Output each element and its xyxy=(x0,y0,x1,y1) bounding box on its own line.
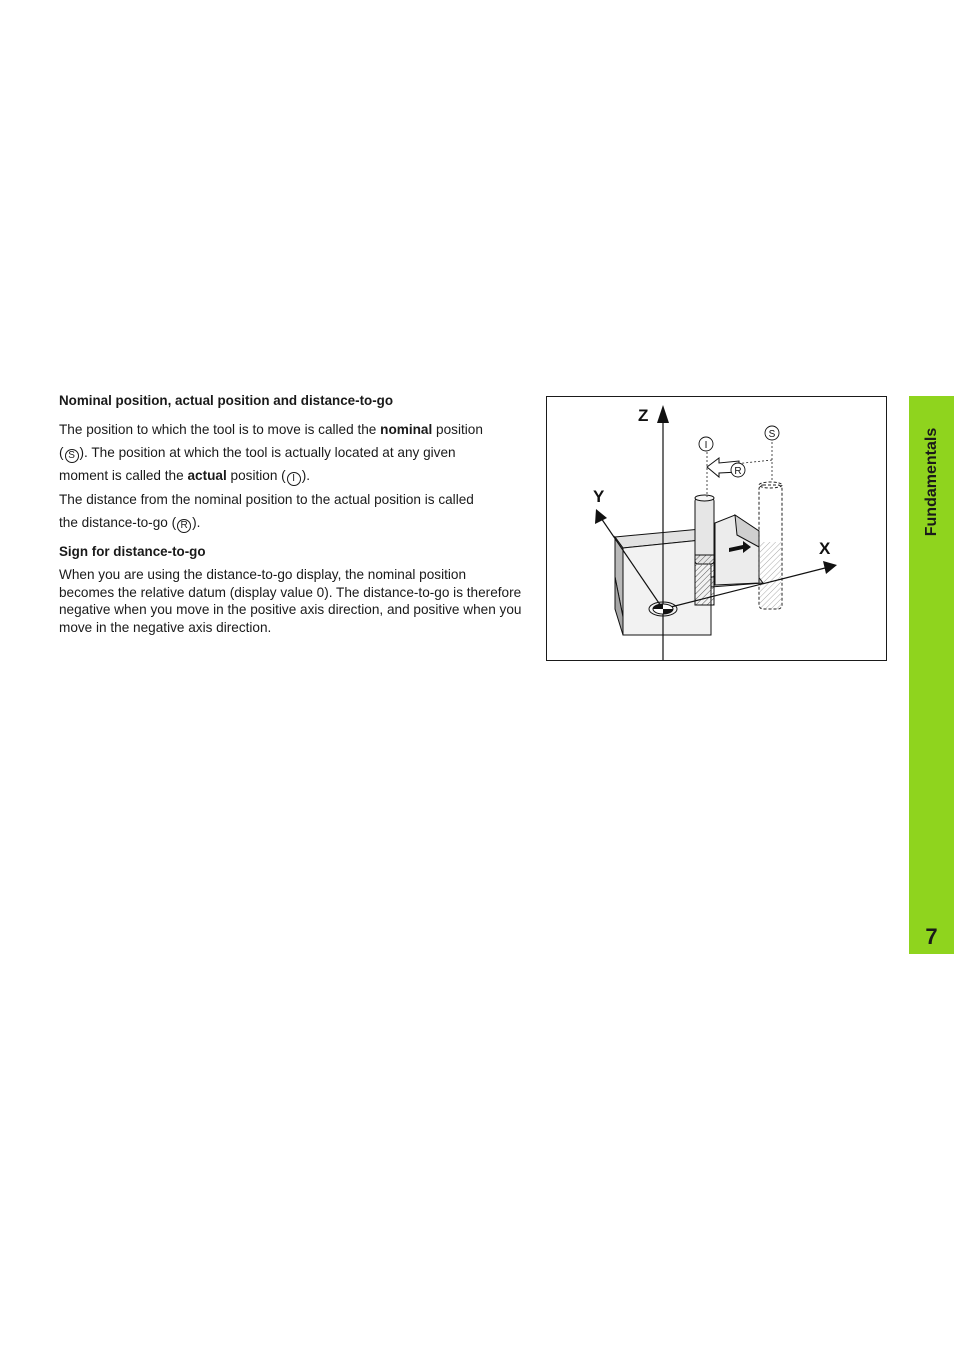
chapter-title: Fundamentals xyxy=(923,427,940,537)
bold-term-actual: actual xyxy=(187,468,227,483)
z-axis-label: Z xyxy=(638,406,649,425)
text-column xyxy=(59,390,524,636)
diagram-svg xyxy=(547,397,886,660)
text-run: ). xyxy=(301,468,310,483)
text-run: the distance-to-go ( xyxy=(59,515,177,530)
spacer xyxy=(59,534,524,541)
y-axis-arrowhead xyxy=(595,509,607,524)
symbol-i-circled: I xyxy=(287,472,301,486)
marker-s-label: S xyxy=(768,429,776,440)
marker-i-label: I xyxy=(704,440,708,451)
paragraph-sign: When you are using the distance-to-go display, the nominal position becomes the relative datum (display value 0). The distance-to-go is therefore negative when you move in the positive axis direction, and positive when you move in the negative axis direction. xyxy=(59,567,522,635)
text-run: The position to which the tool is to move is called the xyxy=(59,422,381,437)
text-run: ). xyxy=(192,515,201,530)
text-run: position ( xyxy=(226,468,286,483)
heading-nominal-position: Nominal position, actual position and distance-to-go xyxy=(59,393,394,408)
text-run: position xyxy=(432,422,483,437)
x-axis-arrowhead xyxy=(823,561,837,574)
symbol-s-circled: S xyxy=(65,449,79,463)
coordinate-diagram xyxy=(546,396,887,661)
nominal-tool-flutes xyxy=(760,542,781,609)
text-run: moment is called the xyxy=(59,468,188,483)
text-run: ). The position at which the tool is actually located at any given xyxy=(79,445,456,460)
actual-tool-flutes xyxy=(695,555,714,605)
page-number: 7 xyxy=(925,924,938,949)
paragraph-nominal-actual xyxy=(59,418,524,487)
text-run: The distance from the nominal position to the actual position is called xyxy=(59,492,474,507)
heading-sign-distance-to-go: Sign for distance-to-go xyxy=(59,544,206,559)
x-axis-label: X xyxy=(819,539,831,558)
text-run: ( xyxy=(59,445,64,460)
y-axis-label: Y xyxy=(593,487,605,506)
paragraph-distance-to-go xyxy=(59,488,524,534)
marker-r-label: R xyxy=(734,466,742,477)
symbol-r-circled: R xyxy=(177,519,191,533)
actual-tool-top xyxy=(695,495,714,501)
z-axis-arrowhead xyxy=(657,405,669,423)
actual-tool-shank xyxy=(695,498,714,564)
bold-term-nominal: nominal xyxy=(380,422,433,437)
